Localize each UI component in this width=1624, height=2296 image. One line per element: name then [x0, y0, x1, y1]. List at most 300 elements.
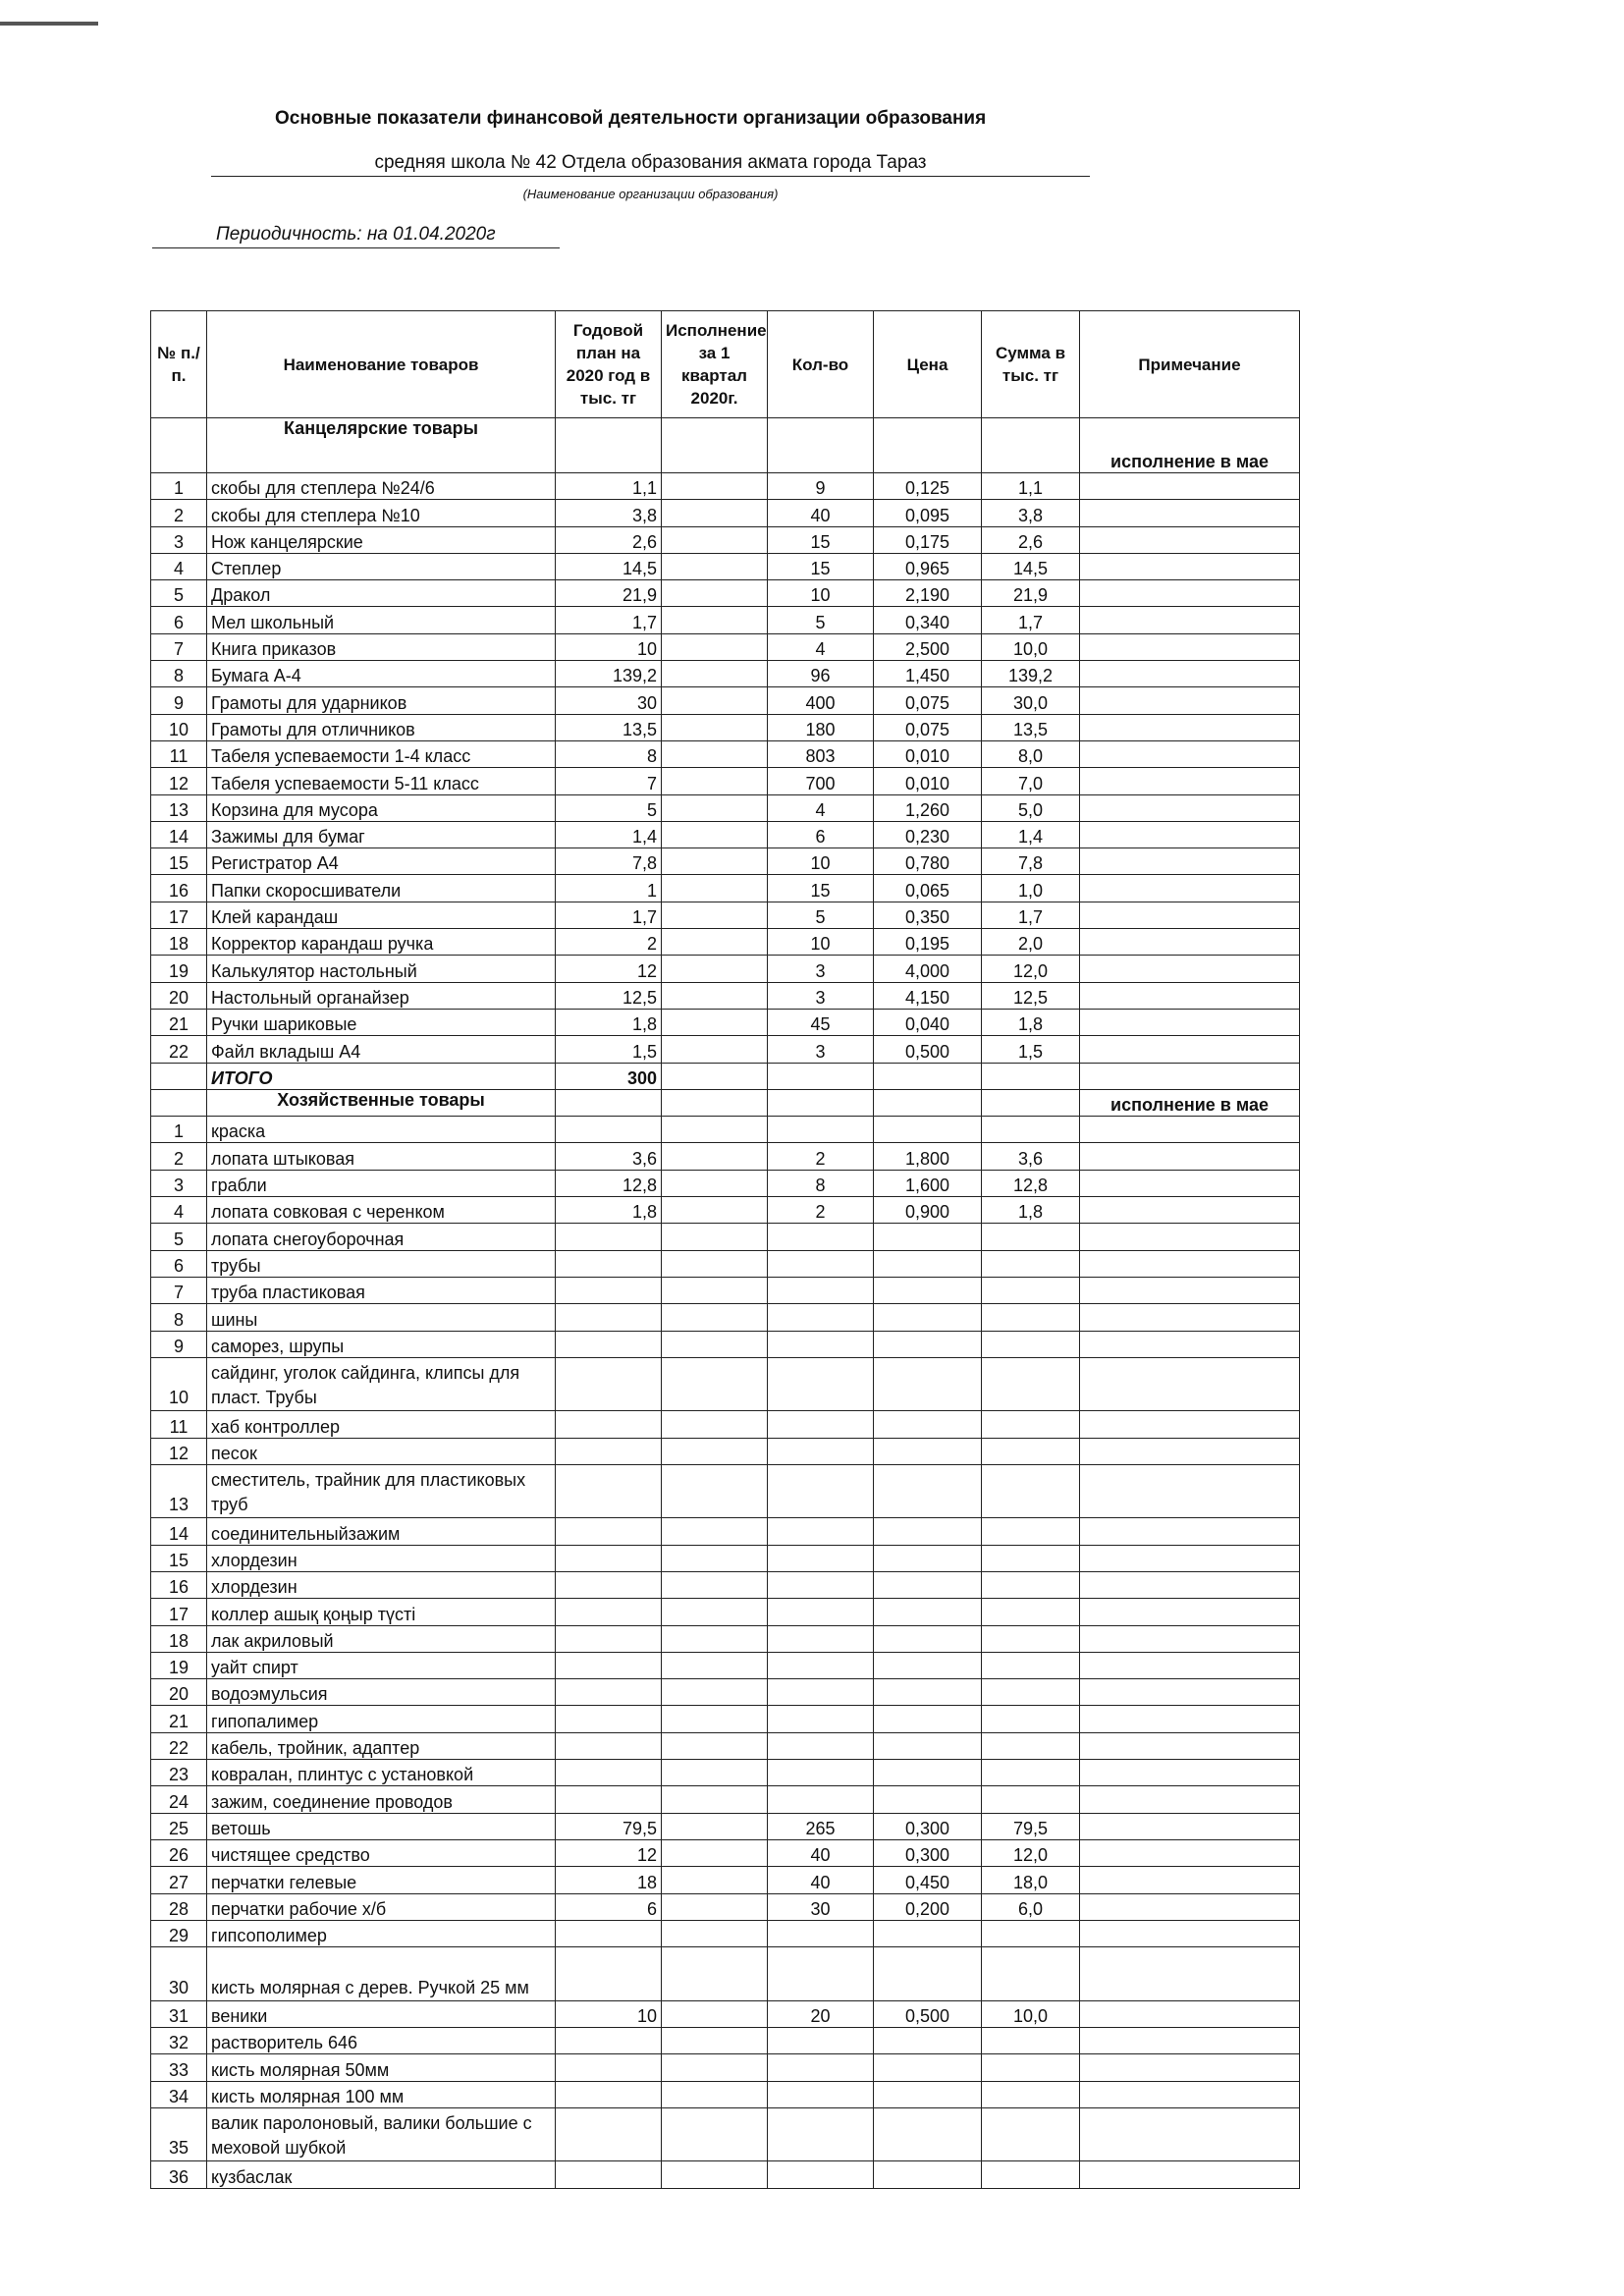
table-row	[151, 1438, 1300, 1464]
table-row	[151, 2054, 1300, 2081]
empty-cell	[982, 2027, 1080, 2053]
cell-name: Табеля успеваемости 1-4 класс	[207, 740, 556, 767]
empty-cell	[1080, 1813, 1300, 1839]
cell-plan: 1,1	[556, 473, 662, 500]
table-row	[151, 1117, 1300, 1143]
table-row	[151, 1760, 1300, 1786]
cell-num: 11	[151, 1411, 207, 1438]
cell-name: Папки скоросшиватели	[207, 875, 556, 902]
empty-cell	[768, 1786, 874, 1813]
cell-plan: 6	[556, 1893, 662, 1920]
empty-cell	[662, 1920, 768, 1946]
empty-cell	[1080, 1170, 1300, 1196]
cell-name: Зажимы для бумаг	[207, 821, 556, 847]
cell-num: 36	[151, 2161, 207, 2188]
empty-cell	[1080, 1947, 1300, 2001]
table-row	[151, 1224, 1300, 1250]
section-header-row	[151, 1089, 1300, 1116]
empty-cell	[874, 1438, 982, 1464]
cell-sum: 7,8	[982, 848, 1080, 875]
cell-num: 9	[151, 687, 207, 714]
empty-cell	[662, 1760, 768, 1786]
empty-cell	[1080, 2107, 1300, 2161]
cell-price: 0,040	[874, 1009, 982, 1035]
cell-num: 4	[151, 1197, 207, 1224]
empty-cell	[662, 740, 768, 767]
cell-qty: 20	[768, 2000, 874, 2027]
cell-sum: 1,4	[982, 821, 1080, 847]
empty-cell	[768, 1357, 874, 1411]
section-title: Хозяйственные товары	[207, 1089, 556, 1116]
cell-price: 0,780	[874, 848, 982, 875]
empty-cell	[768, 418, 874, 473]
cell-price: 0,175	[874, 526, 982, 553]
empty-cell	[1080, 1545, 1300, 1571]
empty-cell	[1080, 1036, 1300, 1063]
cell-qty: 40	[768, 1867, 874, 1893]
cell-sum: 12,8	[982, 1170, 1080, 1196]
empty-cell	[151, 418, 207, 473]
empty-cell	[1080, 1652, 1300, 1678]
section-note: исполнение в мае	[1080, 418, 1300, 473]
cell-price: 0,075	[874, 687, 982, 714]
empty-cell	[1080, 1250, 1300, 1277]
cell-num: 6	[151, 1250, 207, 1277]
cell-name: Клей карандаш	[207, 902, 556, 928]
empty-cell	[662, 821, 768, 847]
cell-name: Грамоты для отличников	[207, 714, 556, 740]
empty-cell	[982, 1089, 1080, 1116]
cell-name: скобы для степлера №24/6	[207, 473, 556, 500]
empty-cell	[982, 1652, 1080, 1678]
empty-cell	[556, 1438, 662, 1464]
total-label: ИТОГО	[207, 1063, 556, 1089]
empty-cell	[1080, 1760, 1300, 1786]
cell-num: 2	[151, 1143, 207, 1170]
cell-price: 0,095	[874, 500, 982, 526]
empty-cell	[662, 1518, 768, 1545]
empty-cell	[662, 929, 768, 956]
table-row	[151, 1197, 1300, 1224]
cell-num: 5	[151, 1224, 207, 1250]
cell-price: 0,350	[874, 902, 982, 928]
table-row	[151, 740, 1300, 767]
empty-cell	[556, 1786, 662, 1813]
cell-price: 0,230	[874, 821, 982, 847]
cell-name: гипопалимер	[207, 1706, 556, 1732]
empty-cell	[982, 1063, 1080, 1089]
empty-cell	[874, 1224, 982, 1250]
cell-name: лопата совковая с черенком	[207, 1197, 556, 1224]
empty-cell	[982, 1679, 1080, 1706]
empty-cell	[768, 1947, 874, 2001]
empty-cell	[1080, 929, 1300, 956]
cell-plan: 79,5	[556, 1813, 662, 1839]
cell-price: 0,300	[874, 1839, 982, 1866]
empty-cell	[1080, 1331, 1300, 1357]
empty-cell	[1080, 1277, 1300, 1303]
empty-cell	[768, 2161, 874, 2188]
cell-num: 17	[151, 1599, 207, 1625]
empty-cell	[1080, 473, 1300, 500]
cell-qty: 15	[768, 875, 874, 902]
empty-cell	[768, 1706, 874, 1732]
total-plan: 300	[556, 1063, 662, 1089]
cell-sum: 2,6	[982, 526, 1080, 553]
empty-cell	[982, 1545, 1080, 1571]
section-header-row	[151, 418, 1300, 473]
empty-cell	[1080, 1304, 1300, 1331]
cell-name: скобы для степлера №10	[207, 500, 556, 526]
cell-name: коллер ашық қоңыр түсті	[207, 1599, 556, 1625]
empty-cell	[768, 2081, 874, 2107]
col-header-name: Наименование товаров	[207, 311, 556, 418]
cell-sum: 3,6	[982, 1143, 1080, 1170]
empty-cell	[662, 1331, 768, 1357]
empty-cell	[556, 1304, 662, 1331]
cell-qty: 10	[768, 580, 874, 607]
empty-cell	[556, 418, 662, 473]
table-row	[151, 714, 1300, 740]
empty-cell	[556, 1571, 662, 1598]
cell-name: ковралан, плинтус с установкой	[207, 1760, 556, 1786]
empty-cell	[1080, 1867, 1300, 1893]
empty-cell	[874, 1706, 982, 1732]
cell-name: Грамоты для ударников	[207, 687, 556, 714]
empty-cell	[768, 1063, 874, 1089]
empty-cell	[662, 580, 768, 607]
cell-price: 0,500	[874, 2000, 982, 2027]
cell-price: 2,500	[874, 633, 982, 660]
empty-cell	[874, 1652, 982, 1678]
cell-name: зажим, соединение проводов	[207, 1786, 556, 1813]
cell-sum: 1,7	[982, 607, 1080, 633]
empty-cell	[1080, 902, 1300, 928]
cell-num: 18	[151, 1625, 207, 1652]
cell-plan: 1,7	[556, 607, 662, 633]
cell-price: 0,010	[874, 768, 982, 794]
cell-qty: 400	[768, 687, 874, 714]
empty-cell	[768, 1545, 874, 1571]
cell-price: 0,300	[874, 1813, 982, 1839]
empty-cell	[982, 1277, 1080, 1303]
cell-num: 19	[151, 956, 207, 982]
empty-cell	[556, 2027, 662, 2053]
table-row	[151, 1518, 1300, 1545]
empty-cell	[556, 2081, 662, 2107]
table-row	[151, 1813, 1300, 1839]
cell-plan: 12	[556, 1839, 662, 1866]
empty-cell	[662, 1867, 768, 1893]
cell-num: 4	[151, 553, 207, 579]
empty-cell	[662, 2081, 768, 2107]
cell-sum: 13,5	[982, 714, 1080, 740]
cell-plan: 14,5	[556, 553, 662, 579]
cell-sum: 14,5	[982, 553, 1080, 579]
cell-name: ветошь	[207, 1813, 556, 1839]
empty-cell	[662, 1732, 768, 1759]
cell-price: 0,965	[874, 553, 982, 579]
table-row	[151, 794, 1300, 821]
empty-cell	[662, 1250, 768, 1277]
cell-num: 15	[151, 848, 207, 875]
section-note: исполнение в мае	[1080, 1089, 1300, 1116]
cell-qty: 3	[768, 1036, 874, 1063]
table-row	[151, 1411, 1300, 1438]
empty-cell	[768, 1464, 874, 1518]
cell-price: 0,200	[874, 1893, 982, 1920]
empty-cell	[662, 1625, 768, 1652]
table-row	[151, 902, 1300, 928]
cell-sum: 30,0	[982, 687, 1080, 714]
cell-name: кабель, тройник, адаптер	[207, 1732, 556, 1759]
cell-num: 21	[151, 1009, 207, 1035]
empty-cell	[1080, 1117, 1300, 1143]
empty-cell	[1080, 1679, 1300, 1706]
empty-cell	[556, 1411, 662, 1438]
table-row	[151, 553, 1300, 579]
table-row	[151, 1143, 1300, 1170]
cell-qty: 4	[768, 794, 874, 821]
empty-cell	[662, 2000, 768, 2027]
cell-name: уайт спирт	[207, 1652, 556, 1678]
cell-plan: 1,8	[556, 1197, 662, 1224]
empty-cell	[1080, 1893, 1300, 1920]
empty-cell	[662, 526, 768, 553]
cell-qty: 15	[768, 553, 874, 579]
cell-qty: 5	[768, 902, 874, 928]
table-row	[151, 1170, 1300, 1196]
table-row	[151, 875, 1300, 902]
empty-cell	[982, 1331, 1080, 1357]
cell-sum: 139,2	[982, 661, 1080, 687]
cell-num: 28	[151, 1893, 207, 1920]
table-row	[151, 956, 1300, 982]
empty-cell	[556, 1625, 662, 1652]
empty-cell	[874, 1464, 982, 1518]
table-row	[151, 2000, 1300, 2027]
empty-cell	[874, 2081, 982, 2107]
cell-num: 9	[151, 1331, 207, 1357]
col-header-note: Примечание	[1080, 311, 1300, 418]
empty-cell	[662, 1143, 768, 1170]
empty-cell	[556, 1089, 662, 1116]
cell-num: 5	[151, 580, 207, 607]
empty-cell	[1080, 714, 1300, 740]
cell-num: 15	[151, 1545, 207, 1571]
cell-sum: 12,0	[982, 956, 1080, 982]
empty-cell	[768, 1679, 874, 1706]
empty-cell	[874, 2054, 982, 2081]
cell-name: Степлер	[207, 553, 556, 579]
cell-qty: 6	[768, 821, 874, 847]
cell-qty: 3	[768, 956, 874, 982]
empty-cell	[768, 1438, 874, 1464]
empty-cell	[874, 1786, 982, 1813]
empty-cell	[982, 1357, 1080, 1411]
empty-cell	[556, 1652, 662, 1678]
empty-cell	[662, 1947, 768, 2001]
cell-name: кисть молярная 50мм	[207, 2054, 556, 2081]
cell-plan: 3,6	[556, 1143, 662, 1170]
cell-plan: 5	[556, 794, 662, 821]
table-row	[151, 526, 1300, 553]
empty-cell	[1080, 687, 1300, 714]
empty-cell	[556, 2107, 662, 2161]
empty-cell	[662, 1009, 768, 1035]
empty-cell	[982, 1438, 1080, 1464]
cell-name: гипсополимер	[207, 1920, 556, 1946]
empty-cell	[1080, 1839, 1300, 1866]
table-row	[151, 2027, 1300, 2053]
cell-qty: 2	[768, 1197, 874, 1224]
empty-cell	[1080, 500, 1300, 526]
cell-qty: 180	[768, 714, 874, 740]
cell-name: перчатки рабочие х/б	[207, 1893, 556, 1920]
empty-cell	[1080, 526, 1300, 553]
cell-qty: 5	[768, 607, 874, 633]
empty-cell	[768, 1518, 874, 1545]
cell-num: 31	[151, 2000, 207, 2027]
cell-plan: 1,4	[556, 821, 662, 847]
cell-name: Книга приказов	[207, 633, 556, 660]
cell-sum: 21,9	[982, 580, 1080, 607]
empty-cell	[1080, 1411, 1300, 1438]
table-row	[151, 1250, 1300, 1277]
empty-cell	[1080, 1197, 1300, 1224]
cell-name: хлордезин	[207, 1545, 556, 1571]
cell-qty: 96	[768, 661, 874, 687]
cell-sum: 5,0	[982, 794, 1080, 821]
empty-cell	[1080, 1732, 1300, 1759]
empty-cell	[556, 2161, 662, 2188]
cell-qty: 40	[768, 500, 874, 526]
empty-cell	[874, 418, 982, 473]
cell-qty: 265	[768, 1813, 874, 1839]
scan-edge-mark	[0, 22, 98, 26]
cell-plan: 2,6	[556, 526, 662, 553]
empty-cell	[768, 1652, 874, 1678]
cell-price: 0,010	[874, 740, 982, 767]
empty-cell	[982, 418, 1080, 473]
empty-cell	[874, 1063, 982, 1089]
cell-num: 35	[151, 2107, 207, 2161]
empty-cell	[982, 1464, 1080, 1518]
empty-cell	[556, 1357, 662, 1411]
cell-num: 17	[151, 902, 207, 928]
table-row	[151, 768, 1300, 794]
cell-name: хлордезин	[207, 1571, 556, 1598]
empty-cell	[556, 1947, 662, 2001]
empty-cell	[982, 1117, 1080, 1143]
empty-cell	[768, 2107, 874, 2161]
table-row	[151, 1893, 1300, 1920]
goods-table	[150, 310, 1300, 2189]
empty-cell	[1080, 1625, 1300, 1652]
empty-cell	[768, 1411, 874, 1438]
periodicity-line: Периодичность: на 01.04.2020г	[152, 224, 560, 248]
empty-cell	[874, 1250, 982, 1277]
empty-cell	[1080, 2027, 1300, 2053]
empty-cell	[662, 714, 768, 740]
empty-cell	[982, 1706, 1080, 1732]
table-row	[151, 929, 1300, 956]
empty-cell	[874, 1947, 982, 2001]
cell-price: 0,125	[874, 473, 982, 500]
empty-cell	[768, 1277, 874, 1303]
empty-cell	[662, 1679, 768, 1706]
cell-num: 20	[151, 982, 207, 1009]
cell-name: Корзина для мусора	[207, 794, 556, 821]
cell-plan: 13,5	[556, 714, 662, 740]
empty-cell	[556, 2054, 662, 2081]
empty-cell	[662, 1839, 768, 1866]
cell-name: шины	[207, 1304, 556, 1331]
empty-cell	[982, 2054, 1080, 2081]
table-row	[151, 848, 1300, 875]
empty-cell	[1080, 1009, 1300, 1035]
cell-num: 18	[151, 929, 207, 956]
table-row	[151, 1652, 1300, 1678]
empty-cell	[556, 1224, 662, 1250]
cell-name: кисть молярная 100 мм	[207, 2081, 556, 2107]
cell-plan: 7	[556, 768, 662, 794]
empty-cell	[662, 418, 768, 473]
table-row	[151, 633, 1300, 660]
empty-cell	[874, 1545, 982, 1571]
empty-cell	[1080, 1464, 1300, 1518]
table-row	[151, 1786, 1300, 1813]
cell-qty: 15	[768, 526, 874, 553]
cell-name: валик паролоновый, валики большие с меховой шубкой	[207, 2107, 556, 2161]
empty-cell	[151, 1089, 207, 1116]
cell-num: 10	[151, 714, 207, 740]
cell-plan: 1	[556, 875, 662, 902]
cell-name: лак акриловый	[207, 1625, 556, 1652]
cell-sum: 1,1	[982, 473, 1080, 500]
empty-cell	[768, 1625, 874, 1652]
empty-cell	[662, 1786, 768, 1813]
empty-cell	[151, 1063, 207, 1089]
cell-num: 21	[151, 1706, 207, 1732]
cell-num: 7	[151, 633, 207, 660]
cell-name: кузбаслак	[207, 2161, 556, 2188]
cell-num: 2	[151, 500, 207, 526]
empty-cell	[662, 500, 768, 526]
cell-name: перчатки гелевые	[207, 1867, 556, 1893]
empty-cell	[1080, 848, 1300, 875]
cell-num: 12	[151, 768, 207, 794]
cell-sum: 18,0	[982, 1867, 1080, 1893]
cell-sum: 2,0	[982, 929, 1080, 956]
cell-num: 24	[151, 1786, 207, 1813]
empty-cell	[982, 1411, 1080, 1438]
cell-name: Регистратор А4	[207, 848, 556, 875]
empty-cell	[662, 553, 768, 579]
cell-num: 16	[151, 875, 207, 902]
cell-num: 11	[151, 740, 207, 767]
empty-cell	[662, 2161, 768, 2188]
cell-name: песок	[207, 1438, 556, 1464]
cell-name: сайдинг, уголок сайдинга, клипсы для пласт. Трубы	[207, 1357, 556, 1411]
organization-name: средняя школа № 42 Отдела образования акмата города Тараз	[211, 152, 1090, 177]
table-row	[151, 1304, 1300, 1331]
empty-cell	[1080, 633, 1300, 660]
cell-plan: 30	[556, 687, 662, 714]
cell-name: грабли	[207, 1170, 556, 1196]
empty-cell	[982, 2107, 1080, 2161]
empty-cell	[874, 1331, 982, 1357]
